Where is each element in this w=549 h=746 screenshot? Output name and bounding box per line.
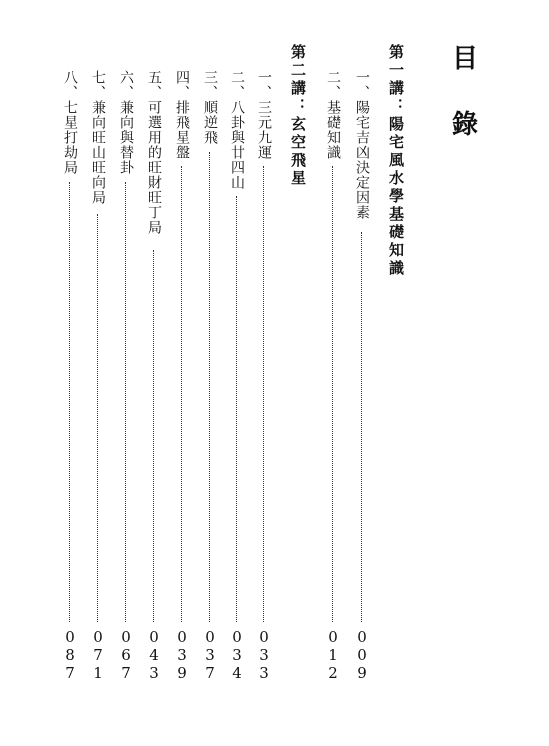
toc-entry-page: 067 bbox=[117, 628, 135, 682]
dot-leader bbox=[209, 152, 210, 622]
toc-entry-page: 009 bbox=[353, 628, 371, 682]
toc-entry-page: 033 bbox=[255, 628, 273, 682]
toc-entry-label: 六、兼向與替卦 bbox=[118, 70, 134, 175]
dot-leader bbox=[69, 182, 70, 622]
toc-entry-page: 071 bbox=[89, 628, 107, 682]
toc-chapter-1 bbox=[384, 0, 408, 746]
toc-chapter-2 bbox=[286, 0, 310, 746]
toc-entry-9[interactable] bbox=[86, 0, 110, 746]
toc-entry-label: 二、八卦與廿四山 bbox=[229, 70, 245, 190]
toc-entry-label: 二、基礎知識 bbox=[325, 70, 341, 160]
dot-leader bbox=[263, 166, 264, 622]
dot-leader bbox=[236, 196, 237, 622]
dot-leader bbox=[361, 232, 362, 622]
dot-leader bbox=[97, 214, 98, 622]
toc-entry-page: 037 bbox=[201, 628, 219, 682]
toc-entry-page: 034 bbox=[228, 628, 246, 682]
title-char-1: 目 bbox=[452, 44, 479, 74]
toc-entry-5[interactable] bbox=[198, 0, 222, 746]
toc-entry-label: 三、順逆飛 bbox=[202, 70, 218, 145]
dot-leader bbox=[125, 182, 126, 622]
dot-leader bbox=[153, 250, 154, 622]
chapter-title: 第二講：玄空飛星 bbox=[289, 44, 307, 188]
toc-entry-8[interactable] bbox=[114, 0, 138, 746]
toc-entry-label: 四、排飛星盤 bbox=[174, 70, 190, 160]
toc-entry-label: 八、七星打劫局 bbox=[62, 70, 78, 175]
toc-entry-1[interactable] bbox=[350, 0, 374, 746]
dot-leader bbox=[181, 166, 182, 622]
toc-entry-label: 五、可選用的旺財旺丁局 bbox=[146, 70, 162, 235]
chapter-title: 第一講：陽宅風水學基礎知識 bbox=[387, 44, 405, 278]
toc-entry-6[interactable] bbox=[170, 0, 194, 746]
toc-entry-page: 012 bbox=[324, 628, 342, 682]
toc-entry-7[interactable] bbox=[142, 0, 166, 746]
toc-entry-2[interactable] bbox=[321, 0, 345, 746]
toc-entry-page: 043 bbox=[145, 628, 163, 682]
title-char-2: 錄 bbox=[452, 110, 479, 140]
dot-leader bbox=[332, 166, 333, 622]
toc-entry-label: 七、兼向旺山旺向局 bbox=[90, 70, 106, 205]
toc-entry-page: 039 bbox=[173, 628, 191, 682]
toc-entry-page: 087 bbox=[61, 628, 79, 682]
toc-entry-3[interactable] bbox=[252, 0, 276, 746]
toc-entry-10[interactable] bbox=[58, 0, 82, 746]
toc-entry-label: 一、陽宅吉凶決定因素 bbox=[354, 70, 370, 220]
toc-entry-4[interactable] bbox=[225, 0, 249, 746]
toc-entry-label: 一、三元九運 bbox=[256, 70, 272, 160]
